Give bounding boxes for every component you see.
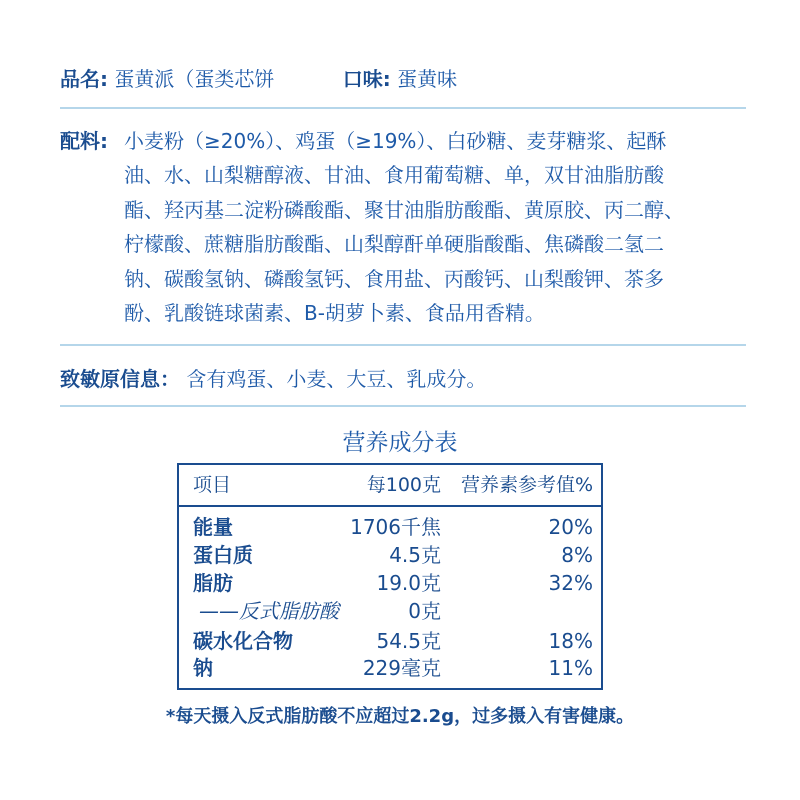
flavor-label: 口味: [342, 67, 391, 91]
nutrient-amount: 229毫克 [362, 656, 441, 680]
nutrition-table [177, 463, 603, 690]
ingredients-text [124, 124, 684, 330]
divider [60, 344, 746, 346]
nutrient-amount: 0克 [408, 599, 441, 623]
ingredients-line: 钠、碳酸氢钠、磷酸氢钙、食用盐、丙酸钙、山梨酸钾、茶多 [124, 266, 664, 291]
trans-fat-footnote: *每天摄入反式脂肪酸不应超过2.2g，过多摄入有害健康。 [165, 706, 635, 727]
nutrition-table-header [179, 465, 601, 507]
flavor-value: 蛋黄味 [397, 67, 458, 91]
nutrient-nrv: 8% [561, 543, 593, 567]
nutrient-nrv: 32% [548, 571, 593, 595]
table-row [179, 568, 601, 598]
nutrient-name: 能量 [193, 515, 233, 539]
nutrient-nrv: 20% [548, 515, 593, 539]
table-row [179, 653, 601, 683]
ingredients-label: 配料: [60, 129, 108, 153]
nutrition-table-title: 营养成分表 [342, 430, 458, 456]
header-per100: 每100克 [366, 474, 441, 496]
nutrient-amount: 1706千焦 [350, 515, 441, 539]
allergen-value: 含有鸡蛋、小麦、大豆、乳成分。 [186, 367, 487, 391]
product-name-value: 蛋黄派（蛋类芯饼 [114, 67, 275, 91]
divider [60, 107, 746, 109]
table-row [179, 540, 601, 570]
ingredients-line: 柠檬酸、蔗糖脂肪酸酯、山梨醇酐单硬脂酸酯、焦磷酸二氢二 [124, 232, 664, 257]
nutrient-name: ——反式脂肪酸 [199, 599, 339, 623]
nutrient-amount: 4.5克 [389, 543, 441, 567]
table-row [179, 596, 601, 626]
nutrient-name: 脂肪 [193, 571, 233, 595]
nutrient-nrv: 18% [548, 629, 593, 653]
product-info-row [60, 62, 457, 96]
table-row [179, 626, 601, 656]
table-row [179, 512, 601, 542]
ingredients-line: 酚、乳酸链球菌素、B-胡萝卜素、食品用香精。 [124, 301, 545, 326]
header-item: 项目 [193, 474, 232, 496]
header-nrv: 营养素参考值% [460, 474, 593, 496]
product-name-label: 品名: [60, 67, 108, 91]
nutrient-amount: 54.5克 [376, 629, 441, 653]
allergen-label: 致敏原信息： [60, 367, 180, 391]
allergen-row [60, 362, 486, 396]
nutrient-name: 碳水化合物 [193, 629, 293, 653]
nutrient-amount: 19.0克 [376, 571, 441, 595]
ingredients-line: 小麦粉（≥20%）、鸡蛋（≥19%）、白砂糖、麦芽糖浆、起酥 [124, 129, 667, 153]
nutrient-name: 钠 [193, 656, 213, 680]
nutrient-name: 蛋白质 [193, 543, 253, 567]
ingredients-line: 酯、羟丙基二淀粉磷酸酯、聚甘油脂肪酸酯、黄原胶、丙二醇、 [124, 197, 684, 222]
ingredients-line: 油、水、山梨糖醇液、甘油、食用葡萄糖、单，双甘油脂肪酸 [124, 163, 664, 188]
divider [60, 405, 746, 407]
nutrient-nrv: 11% [548, 656, 593, 680]
